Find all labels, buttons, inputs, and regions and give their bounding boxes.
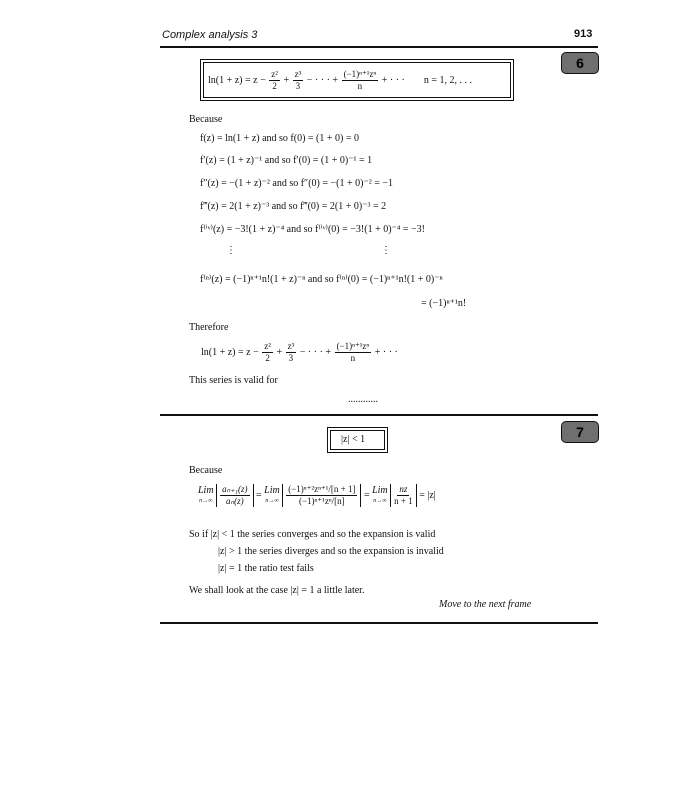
fraction-z2-over-2: $\frac{\text{z²}}{2}$ xyxy=(271,69,278,91)
vertical-ellipsis: ⋮ xyxy=(226,245,236,256)
series-formula: ln(1 + z) = z − $\frac{\text{z²}}{2}$ + $\frac{\text{z³}}{3}$ − · · · + $\frac{\text{(−1)ⁿ⁺¹zⁿ}}{n}$ + · · · xyxy=(201,341,398,363)
frame-6-answer-formula: ln(1 + z) = z − $\frac{\text{z²}}{2}$ + $\frac{\text{z³}}{3}$ − · · · + $\frac{\text{(−1)ⁿ⁺¹zⁿ}}{n}$ + · · · n = 1, 2, . . . xyxy=(208,69,473,91)
frame-7-badge: 7 xyxy=(561,421,599,443)
frame-7-answer-box xyxy=(330,430,385,450)
derivative-line: f(z) = ln(1 + z) and so f(0) = (1 + 0) = 0 xyxy=(200,133,359,144)
answer-blank: ............ xyxy=(348,394,378,405)
derivative-line-n-continued: = (−1)ⁿ⁺¹n! xyxy=(421,298,467,309)
therefore-label: Therefore xyxy=(189,322,229,333)
later-note: We shall look at the case |z| = 1 a little later. xyxy=(189,585,365,596)
derivative-line-n: f⁽ⁿ⁾(z) = (−1)ⁿ⁺¹n!(1 + z)⁻ⁿ and so f⁽ⁿ⁾(0) = (−1)ⁿ⁺¹n!(1 + 0)⁻ⁿ xyxy=(200,274,443,285)
ratio-a-fraction: $\frac{\text{aₙ₊₁(z)}}{\text{aₙ(z)}}$ xyxy=(222,484,248,506)
fraction-z3-over-3: $\frac{\text{z³}}{3}$ xyxy=(287,341,295,363)
frame-6-answer-box xyxy=(203,62,511,98)
ratio-b-fraction: $\frac{\text{(−1)ⁿ⁺²zⁿ⁺¹/[n + 1]}}{\text{(−1)ⁿ⁺¹zⁿ/[n]}}$ xyxy=(288,484,356,506)
vertical-ellipsis: ⋮ xyxy=(381,245,391,256)
ratio-result: = |z| xyxy=(419,489,436,501)
fraction-z2-over-2: $\frac{\text{z²}}{2}$ xyxy=(264,341,271,363)
derivative-line: f″(z) = −(1 + z)⁻² and so f″(0) = −(1 + 0)⁻² = −1 xyxy=(200,178,394,189)
case-line: |z| = 1 the ratio test fails xyxy=(218,563,314,574)
answer-lhs: ln(1 + z) = z − xyxy=(208,74,266,86)
frame-divider xyxy=(160,414,598,416)
answer-range: n = 1, 2, . . . xyxy=(423,74,473,86)
fraction-general-term: $\frac{\text{(−1)ⁿ⁺¹zⁿ}}{n}$ xyxy=(343,69,377,91)
limit-operator: Lim n→∞ xyxy=(372,484,388,504)
frame-7-answer: |z| < 1 xyxy=(341,434,366,445)
limit-operator: Lim n→∞ xyxy=(264,484,280,504)
valid-for-text: This series is valid for xyxy=(189,375,278,386)
page-number: 913 xyxy=(574,28,593,40)
next-frame-note: Move to the next frame xyxy=(439,599,532,610)
case-line: |z| > 1 the series diverges and so the expansion is invalid xyxy=(218,546,444,557)
running-header-title: Complex analysis 3 xyxy=(162,29,258,41)
derivative-line: f′(z) = (1 + z)⁻¹ and so f′(0) = (1 + 0)⁻¹ = 1 xyxy=(200,155,373,166)
limit-operator: Lim n→∞ xyxy=(198,484,214,504)
case-line: So if |z| < 1 the series converges and so the expansion is valid xyxy=(189,529,436,540)
fraction-general-term: $\frac{\text{(−1)ⁿ⁺¹zⁿ}}{n}$ xyxy=(336,341,370,363)
header-rule xyxy=(160,46,598,48)
because-label: Because xyxy=(189,114,223,125)
ratio-test-formula: Lim n→∞ $\frac{\text{aₙ₊₁(z)}}{\text{aₙ(z)}}$ = Lim n→∞ $\frac{\text{(−1)ⁿ⁺²zⁿ⁺¹/[n + 1]}}{\text{(−1)ⁿ⁺¹zⁿ/[n]}}$ = Lim n→∞ $\frac{nz}{n + 1}$ = |z| xyxy=(198,484,436,506)
derivative-line: f‴(z) = 2(1 + z)⁻³ and so f‴(0) = 2(1 + 0)⁻³ = 2 xyxy=(200,201,387,212)
ratio-c-fraction: $\frac{nz}{n + 1}$ xyxy=(394,484,413,506)
derivative-line: f⁽ⁱᵛ⁾(z) = −3!(1 + z)⁻⁴ and so f⁽ⁱᵛ⁾(0) = −3!(1 + 0)⁻⁴ = −3! xyxy=(200,224,425,235)
page-bottom-rule xyxy=(160,622,598,624)
because-label: Because xyxy=(189,465,223,476)
fraction-z3-over-3: $\frac{\text{z³}}{3}$ xyxy=(294,69,302,91)
frame-6-badge: 6 xyxy=(561,52,599,74)
